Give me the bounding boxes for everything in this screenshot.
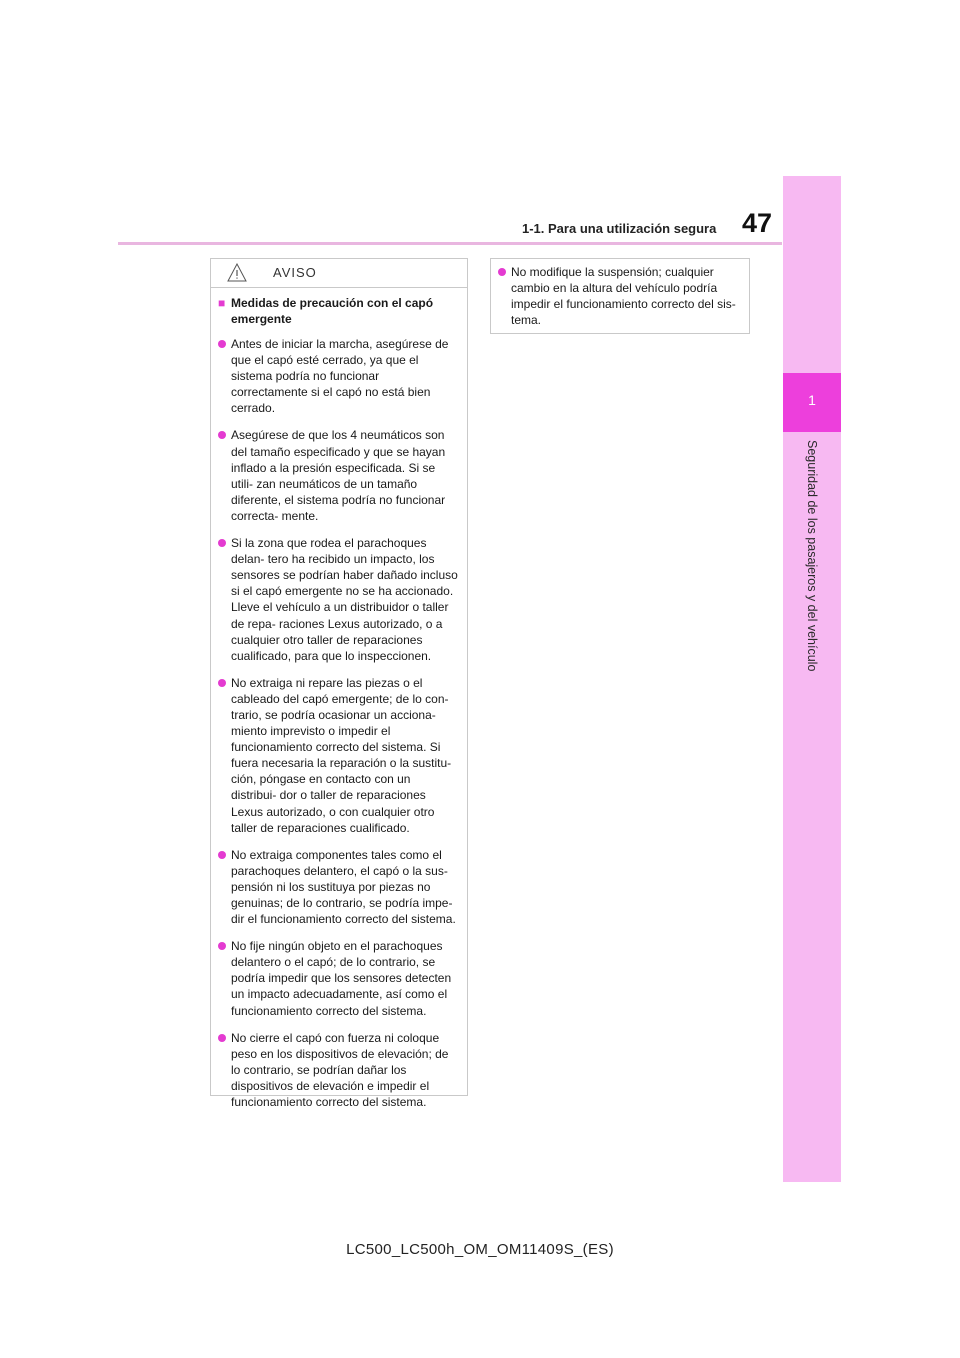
bullet-dot-icon bbox=[218, 851, 226, 859]
bullet-dot-icon bbox=[218, 942, 226, 950]
list-item bbox=[218, 938, 459, 1018]
section-title: 1-1. Para una utilización segura bbox=[522, 221, 717, 236]
warning-header bbox=[211, 259, 467, 288]
footer-code: LC500_LC500h_OM_OM11409S_(ES) bbox=[346, 1241, 614, 1258]
square-bullet-icon: ■ bbox=[218, 296, 226, 310]
list-item bbox=[218, 847, 459, 927]
list-item bbox=[218, 1030, 459, 1110]
bullet-dot-icon bbox=[218, 679, 226, 687]
chapter-title: Seguridad de los pasajeros y del vehículo bbox=[805, 440, 819, 672]
page-number: 47 bbox=[742, 208, 773, 238]
list-item-text: No extraiga componentes tales como el parachoques delantero, el capó o la sus- pensión ni los sustituya por piezas no genuinas; de lo contrario, se podría impe- dir el funcionamiento correcto del sistema. bbox=[231, 847, 456, 927]
bullet-dot-icon bbox=[218, 431, 226, 439]
list-item bbox=[218, 336, 459, 416]
list-item bbox=[218, 675, 459, 836]
chapter-number: 1 bbox=[808, 392, 816, 408]
list-item-text: Si la zona que rodea el parachoques delan- tero ha recibido un impacto, los sensores se podrían haber dañado incluso si el capó emergente no se ha accionado. Lleve el vehículo a un distribuidor o taller de repa- raciones Lexus autorizado, o a cualquier otro taller de reparaciones cualificado, para que lo inspeccionen. bbox=[231, 536, 458, 663]
list-item-text: No extraiga ni repare las piezas o el cableado del capó emergente; de lo con- trario, se podría ocasionar un acciona- miento imprevisto o impedir el funcionamiento correcto del sistema. Si fuera necesaria la reparación o la sustitu- ción, póngase en contacto con un distribui- dor o taller de reparaciones Lexus autorizado, o con cualquier otro taller de reparaciones cualificado. bbox=[231, 675, 452, 835]
list-item-text: Antes de iniciar la marcha, asegúrese de que el capó esté cerrado, ya que el sistema podría no funcionar correctamente si el capó no está bien cerrado. bbox=[231, 337, 449, 416]
warning-box bbox=[210, 258, 468, 1110]
list-item bbox=[498, 264, 741, 328]
warning-body bbox=[211, 288, 467, 1110]
list-item bbox=[218, 535, 459, 664]
list-item bbox=[218, 427, 459, 524]
list-item-text: No cierre el capó con fuerza ni coloque peso en los dispositivos de elevación; de lo contrario, se podrían dañar los dispositivos de elevación e impedir el funcionamiento correcto del sistema. bbox=[231, 1030, 449, 1110]
header-rule bbox=[118, 242, 782, 245]
list-item-text: No fije ningún objeto en el parachoques delantero o el capó; de lo contrario, se podría impedir que los sensores detecten un impacto adecuadamente, así como el funcionamiento correcto del sistema. bbox=[231, 939, 452, 1018]
chapter-label bbox=[783, 440, 841, 680]
bullet-dot-icon bbox=[218, 1034, 226, 1042]
warning-title: AVISO bbox=[273, 265, 317, 280]
list-item-text: Asegúrese de que los 4 neumáticos son del tamaño especificado y que se hayan inflado a la presión especificada. Si se utili- zan neumáticos de un tamaño diferente, el sistema podría no funcionar correcta- mente. bbox=[231, 428, 446, 523]
bullet-dot-icon bbox=[218, 539, 226, 547]
list-item-text: No modifique la suspensión; cualquier cambio en la altura del vehículo podría impedir el funcionamiento correcto del sis- tema. bbox=[511, 265, 736, 328]
subheading-text: Medidas de precaución con el capó emergente bbox=[231, 296, 434, 326]
bullet-dot-icon bbox=[498, 268, 506, 276]
warning-continued-box bbox=[490, 258, 750, 334]
warning-subheading bbox=[218, 295, 459, 327]
bullet-dot-icon bbox=[218, 340, 226, 348]
warning-triangle-icon bbox=[227, 263, 247, 282]
